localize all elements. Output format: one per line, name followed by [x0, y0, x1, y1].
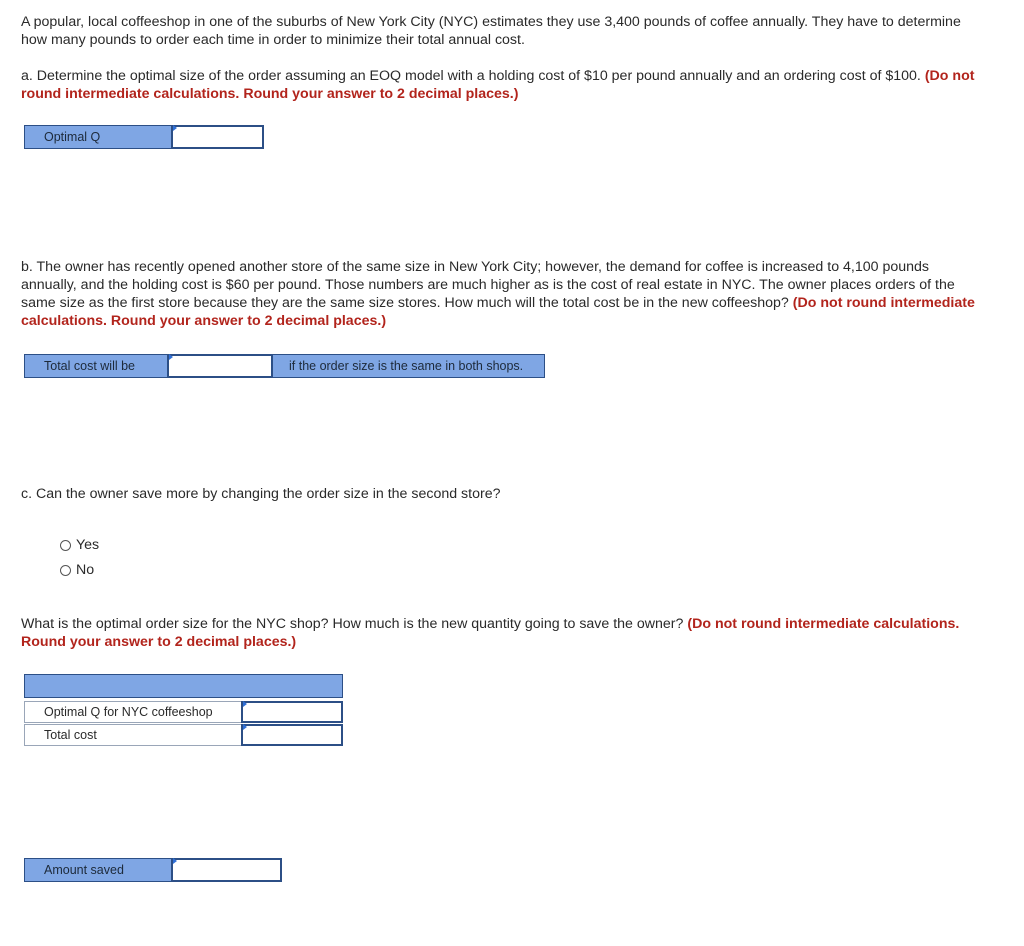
part-a-instruction: (Do not round intermediate calculations. Round your answer to 2 decimal places.): [21, 68, 975, 102]
part-b-question: [21, 258, 981, 330]
optimal-q-input[interactable]: [171, 125, 264, 149]
nyc-total-cost-label: Total cost: [24, 724, 241, 746]
radio-circle-icon[interactable]: [60, 565, 71, 576]
amount-saved-label: Amount saved: [24, 858, 172, 882]
nyc-optimal-q-label: Optimal Q for NYC coffeeshop: [24, 701, 241, 723]
total-cost-label: Total cost will be: [24, 354, 168, 378]
part-a-text: a. Determine the optimal size of the order assuming an EOQ model with a holding cost of $10 per pound annually and an ordering cost of $100.: [21, 68, 921, 84]
part-b-instruction: (Do not round intermediate calculations. Round your answer to 2 decimal places.): [21, 295, 975, 329]
table-row: [24, 724, 343, 746]
nyc-optimal-q-input[interactable]: [241, 701, 343, 723]
total-cost-suffix: if the order size is the same in both shops.: [272, 354, 545, 378]
part-c-question: c. Can the owner save more by changing the order size in the second store?: [21, 486, 501, 502]
input-marker-icon: [169, 354, 173, 360]
table-header: [24, 674, 343, 698]
amount-saved-row: [24, 858, 282, 882]
amount-saved-input[interactable]: [171, 858, 282, 882]
part-a-question: [21, 67, 981, 103]
input-marker-icon: [173, 858, 177, 864]
nyc-answer-table: [24, 674, 343, 746]
radio-yes[interactable]: [60, 537, 99, 553]
radio-no-label: No: [76, 562, 95, 578]
part-c-followup: [21, 615, 981, 651]
input-marker-icon: [173, 125, 177, 131]
part-c-followup-text: What is the optimal order size for the NYC shop? How much is the new quantity going to save the owner?: [21, 616, 684, 632]
part-a-answer-row: [24, 125, 264, 149]
part-b-text: b. The owner has recently opened another store of the same size in New York City; however, the demand for coffee is increased to 4,100 pounds annually, and the holding cost is $60 per pound. Those numbers are much higher as is the cost of real estate in NYC. The owner places orders of the same size as the first store because they are the same size stores. How much will the total cost be in the new coffeeshop?: [21, 259, 955, 311]
input-marker-icon: [243, 724, 247, 730]
radio-no[interactable]: [60, 562, 94, 578]
part-c-instruction: (Do not round intermediate calculations. Round your answer to 2 decimal places.): [21, 616, 960, 650]
radio-yes-label: Yes: [76, 537, 100, 553]
table-row: [24, 701, 343, 723]
part-b-answer-row: [24, 354, 545, 378]
optimal-q-label: Optimal Q: [24, 125, 172, 149]
nyc-total-cost-input[interactable]: [241, 724, 343, 746]
radio-circle-icon[interactable]: [60, 540, 71, 551]
input-marker-icon: [243, 701, 247, 707]
total-cost-input[interactable]: [167, 354, 273, 378]
intro-text: A popular, local coffeeshop in one of the suburbs of New York City (NYC) estimates they use 3,400 pounds of coffee annually. They have to determine how many pounds to order each time in order to minimize their total annual cost.: [21, 14, 961, 48]
